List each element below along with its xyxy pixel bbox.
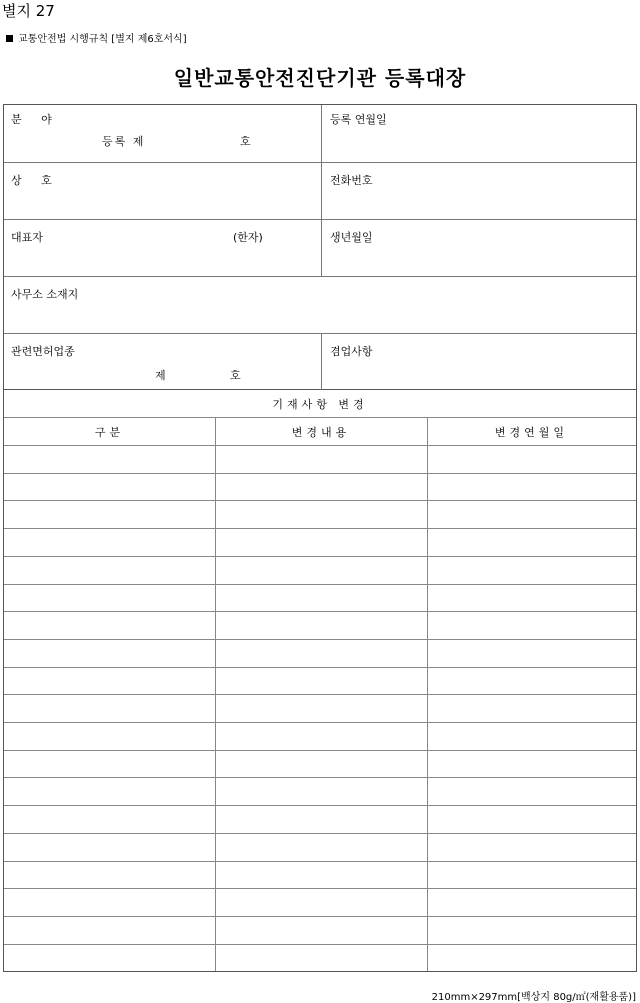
table-row bbox=[4, 445, 636, 446]
table-row bbox=[4, 722, 636, 723]
registration-number-prefix: 등록 제 bbox=[102, 135, 146, 148]
table-row bbox=[4, 805, 636, 806]
column-header-content: 변경내용 bbox=[291, 426, 351, 439]
column-divider bbox=[321, 105, 322, 276]
change-history-table bbox=[3, 389, 637, 972]
bullet-square-icon bbox=[6, 35, 13, 42]
row-divider bbox=[4, 276, 636, 277]
company-name-label: 상 호 bbox=[11, 174, 60, 187]
change-history-title: 기재사항 변경 bbox=[272, 398, 368, 411]
birth-date-label: 생년월일 bbox=[330, 231, 373, 244]
registration-date-label: 등록 연월일 bbox=[330, 113, 387, 126]
phone-label: 전화번호 bbox=[330, 174, 373, 187]
document-title: 일반교통안전진단기관 등록대장 bbox=[173, 66, 467, 90]
table-row bbox=[4, 556, 636, 557]
table-row bbox=[4, 584, 636, 585]
side-business-label: 겸업사항 bbox=[330, 345, 373, 358]
table-row bbox=[4, 639, 636, 640]
table-row bbox=[4, 667, 636, 668]
registration-number-suffix: 호 bbox=[240, 135, 251, 148]
row-divider bbox=[4, 162, 636, 163]
paper-spec: 210mm×297mm[백상지 80g/㎡(재활용품)] bbox=[431, 992, 636, 1003]
table-row bbox=[4, 528, 636, 529]
table-row bbox=[4, 833, 636, 834]
office-location-label: 사무소 소재지 bbox=[11, 288, 79, 301]
page-label: 별지 27 bbox=[2, 2, 55, 20]
table-row bbox=[4, 750, 636, 751]
row-divider bbox=[4, 333, 636, 334]
rule-reference-text: 교통안전법 시행규칙 [별지 제6호서식] bbox=[18, 34, 187, 45]
table-row bbox=[4, 861, 636, 862]
column-header-category: 구분 bbox=[94, 426, 125, 439]
column-header-date: 변경연월일 bbox=[494, 426, 569, 439]
field-label: 분 야 bbox=[11, 113, 60, 126]
license-number-suffix: 호 bbox=[230, 369, 241, 382]
table-row bbox=[4, 944, 636, 945]
license-number-prefix: 제 bbox=[155, 369, 166, 382]
table-row bbox=[4, 888, 636, 889]
column-divider bbox=[321, 333, 322, 390]
table-row bbox=[4, 500, 636, 501]
hanja-label: (한자) bbox=[233, 231, 263, 244]
row-divider bbox=[4, 219, 636, 220]
row-divider bbox=[4, 417, 636, 418]
table-row bbox=[4, 611, 636, 612]
table-row bbox=[4, 777, 636, 778]
license-type-label: 관련면허업종 bbox=[11, 345, 75, 358]
representative-label: 대표자 bbox=[11, 231, 43, 244]
registration-info-box bbox=[3, 104, 637, 390]
table-row bbox=[4, 694, 636, 695]
rule-reference bbox=[6, 30, 187, 45]
table-row bbox=[4, 473, 636, 474]
table-row bbox=[4, 916, 636, 917]
